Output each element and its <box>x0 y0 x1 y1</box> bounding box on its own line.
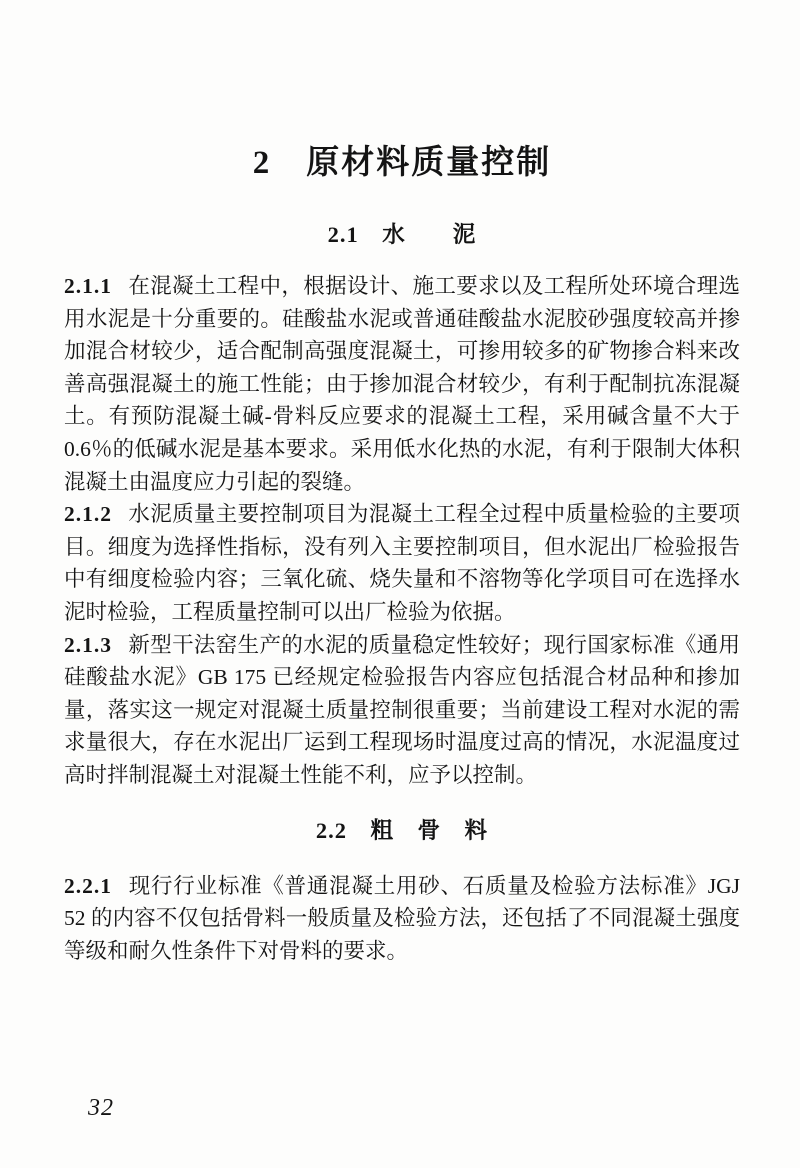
section-heading-coarse-aggregate: 2.2 粗 骨 料 <box>315 817 489 843</box>
paragraph-2-1-1 <box>64 270 740 498</box>
clause-text: 在混凝土工程中，根据设计、施工要求以及工程所处环境合理选用水泥是十分重要的。硅酸盐水泥或普通硅酸盐水泥胶砂强度较高并掺加混合材较少，适合配制高强度混凝土，可掺用较多的矿物掺合料来改善高强混凝土的施工性能；由于掺加混合材较少，有利于配制抗冻混凝土。有预防混凝土碱-骨料反应要求的混凝土工程，采用碱含量不大于 0.6％的低碱水泥是基本要求。采用低水化热的水泥，有利于限制大体积混凝土由温度应力引起的裂缝。 <box>64 274 740 494</box>
paragraph-2-1-3 <box>64 629 740 792</box>
clause-number: 2.1.2 <box>64 502 112 527</box>
paragraph-2-1-2 <box>64 498 740 628</box>
paragraph-2-2-1 <box>64 870 740 968</box>
clause-text: 新型干法窑生产的水泥的质量稳定性较好；现行国家标准《通用硅酸盐水泥》GB 175 已经规定检验报告内容应包括混合材品种和掺加量，落实这一规定对混凝土质量控制很重要；当前建设工程对水泥的需求量很大，存在水泥出厂运到工程现场时温度过高的情况，水泥温度过高时拌制混凝土对混凝土性能不利，应予以控制。 <box>64 632 740 787</box>
chapter-title: 2 原材料质量控制 <box>252 145 552 181</box>
clause-text: 水泥质量主要控制项目为混凝土工程全过程中质量检验的主要项目。细度为选择性指标，没有列入主要控制项目，但水泥出厂检验报告中有细度检验内容；三氧化硫、烧失量和不溶物等化学项目可在选择水泥时检验，工程质量控制可以出厂检验为依据。 <box>64 502 740 624</box>
page-number: 32 <box>88 1095 114 1121</box>
section-heading-cement: 2.1 水 泥 <box>327 222 477 247</box>
clause-number: 2.1.1 <box>64 274 112 298</box>
clause-number: 2.1.3 <box>64 632 112 657</box>
clause-number: 2.2.1 <box>64 873 112 898</box>
clause-text: 现行行业标准《普通混凝土用砂、石质量及检验方法标准》JGJ 52 的内容不仅包括骨料一般质量及检验方法，还包括了不同混凝土强度等级和耐久性条件下对骨料的要求。 <box>64 873 740 963</box>
